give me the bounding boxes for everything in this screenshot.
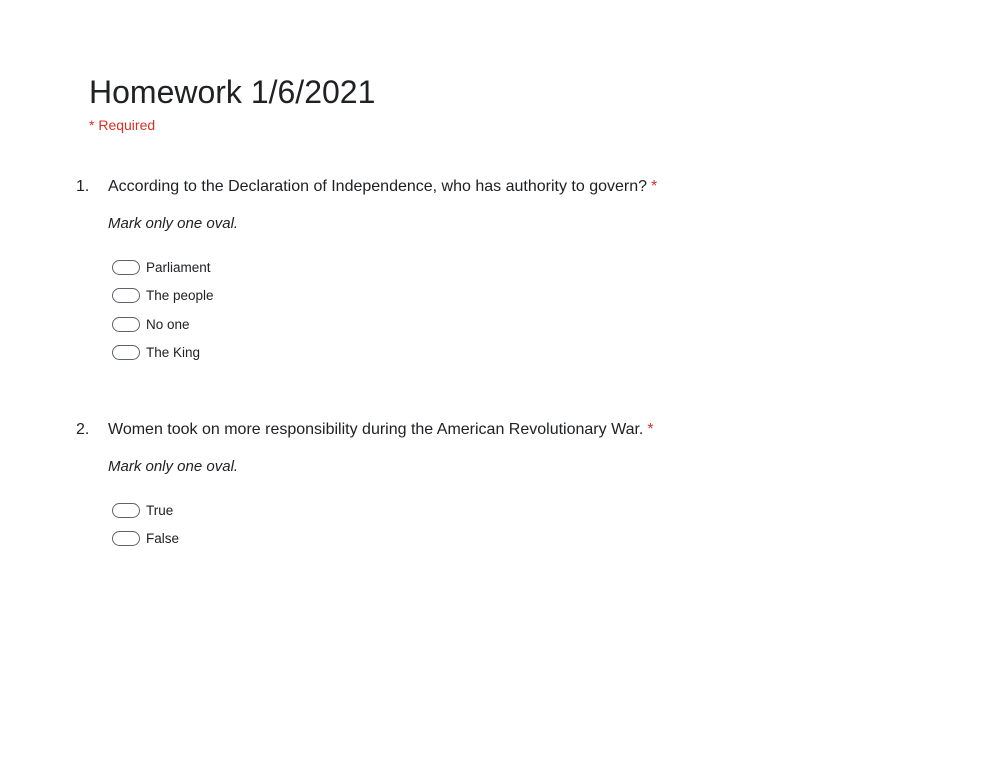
- option-label: No one: [146, 316, 190, 332]
- option-label: Parliament: [146, 259, 211, 275]
- radio-oval[interactable]: [112, 531, 140, 546]
- radio-oval[interactable]: [112, 317, 140, 332]
- radio-oval[interactable]: [112, 288, 140, 303]
- options-list: [112, 253, 214, 367]
- option-label: True: [146, 502, 174, 518]
- option-the-king[interactable]: [112, 339, 214, 368]
- required-asterisk: *: [651, 178, 658, 195]
- options-list: [112, 496, 179, 553]
- option-label: The King: [146, 345, 201, 361]
- required-asterisk: *: [647, 421, 654, 438]
- question-number: 2.: [76, 421, 90, 438]
- radio-oval[interactable]: [112, 503, 140, 518]
- required-note: * Required: [89, 117, 156, 133]
- question-text: According to the Declaration of Independence, who has authority to govern? *: [108, 178, 658, 195]
- question-instruction: Mark only one oval.: [108, 458, 239, 475]
- question-text: Women took on more responsibility during the American Revolutionary War. *: [108, 421, 654, 438]
- option-no-one[interactable]: [112, 310, 214, 339]
- radio-oval[interactable]: [112, 345, 140, 360]
- option-true[interactable]: [112, 496, 179, 525]
- option-label: The people: [146, 288, 214, 304]
- form-title: Homework 1/6/2021: [89, 74, 376, 110]
- option-parliament[interactable]: [112, 253, 214, 282]
- option-the-people[interactable]: [112, 282, 214, 311]
- question-instruction: Mark only one oval.: [108, 215, 239, 232]
- option-label: False: [146, 531, 180, 547]
- radio-oval[interactable]: [112, 260, 140, 275]
- question-number: 1.: [76, 178, 90, 195]
- option-false[interactable]: [112, 525, 179, 554]
